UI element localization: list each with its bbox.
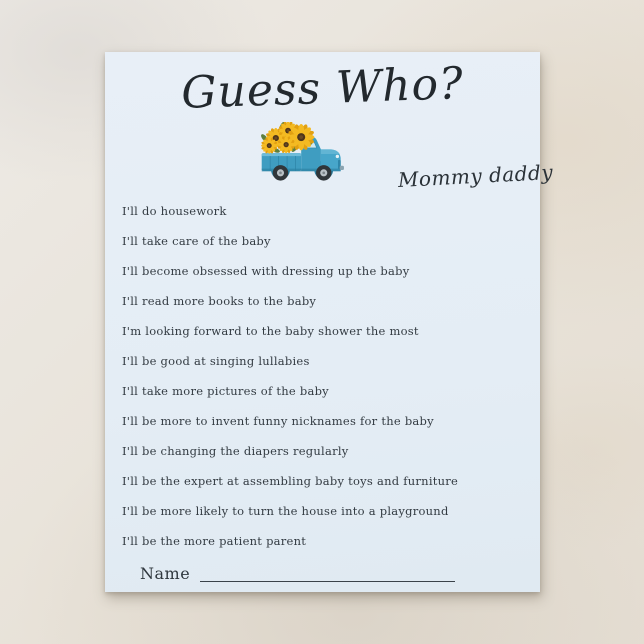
- statement: I'll be more to invent funny nicknames for the baby: [122, 414, 434, 428]
- statement: I'll become obsessed with dressing up the baby: [122, 264, 410, 278]
- name-row: [140, 564, 455, 583]
- statement: I'll take more pictures of the baby: [122, 384, 329, 398]
- truck-icon: [257, 122, 351, 188]
- statement: I'll do housework: [122, 204, 227, 218]
- game-card: [105, 52, 554, 592]
- statement: I'll take care of the baby: [122, 234, 271, 248]
- statement: I'll be more likely to turn the house into a playground: [122, 504, 449, 518]
- statement: I'll be good at singing lullabies: [122, 354, 310, 368]
- statements-list: [122, 196, 528, 556]
- truck-sunflowers-illustration: [257, 122, 351, 188]
- statement: I'll be the more patient parent: [122, 534, 307, 548]
- statement: I'll be changing the diapers regularly: [122, 444, 349, 458]
- statement: I'm looking forward to the baby shower the most: [122, 324, 419, 338]
- card-title: Guess Who?: [180, 58, 465, 119]
- answer-options-handwritten: Mommy daddy: [397, 159, 554, 193]
- name-blank-line: [200, 564, 455, 582]
- name-label: Name: [140, 564, 191, 583]
- statement: I'll be the expert at assembling baby toys and furniture: [122, 474, 459, 488]
- statement: I'll read more books to the baby: [122, 294, 317, 308]
